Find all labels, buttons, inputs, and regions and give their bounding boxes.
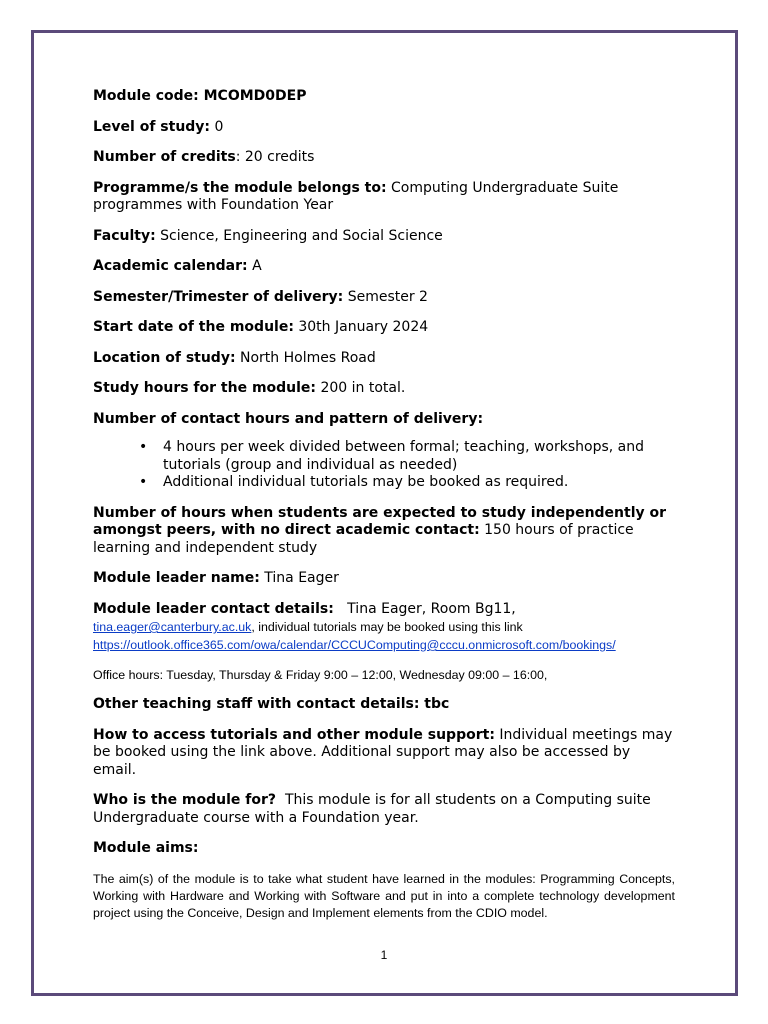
support-row	[93, 727, 675, 780]
aims-heading	[93, 840, 675, 858]
semester-row	[93, 289, 675, 307]
leader-name-row	[93, 570, 675, 588]
independent-label: Number of hours when students are expected to study independently or amongst peers, with no direct academic contact:	[93, 504, 667, 538]
contact-hours-label: Number of contact hours and pattern of delivery:	[93, 410, 484, 427]
study-hours-label: Study hours for the module:	[93, 380, 317, 396]
study-hours-value: 200 in total.	[316, 380, 406, 396]
location-row	[93, 350, 675, 368]
study-hours-row	[93, 380, 675, 398]
leader-name-value: Tina Eager	[259, 570, 339, 586]
start-date-value: 30th January 2024	[293, 319, 429, 335]
module-code-label: Module code:	[93, 88, 204, 104]
booking-link-row	[93, 637, 675, 653]
support-label: How to access tutorials and other module support:	[93, 726, 495, 743]
calendar-value: A	[247, 258, 262, 274]
contact-hours-list	[93, 439, 675, 492]
booking-link[interactable]: https://outlook.office365.com/owa/calendar/CCCUComputing@cccu.onmicrosoft.com/bookings/	[93, 638, 616, 652]
programme-label: Programme/s the module belongs to:	[93, 179, 387, 196]
module-code-row	[93, 88, 675, 106]
who-for-value: This module is for all students on a Computing suite Undergraduate course with a Foundation year.	[93, 792, 656, 826]
credits-row	[93, 149, 675, 167]
credits-label: Number of credits	[93, 149, 236, 165]
aims-label: Module aims:	[93, 840, 199, 856]
independent-value: 150 hours of practice learning and independent study	[93, 522, 634, 556]
list-item: • Additional individual tutorials may be booked as required.	[163, 474, 675, 492]
faculty-row	[93, 228, 675, 246]
location-value: North Holmes Road	[235, 349, 376, 366]
email-link[interactable]: tina.eager@canterbury.ac.uk	[93, 620, 252, 634]
independent-row	[93, 505, 675, 558]
leader-contact-label: Module leader contact details:	[93, 600, 334, 617]
list-item: • 4 hours per week divided between formal; teaching, workshops, and tutorials (group and individual as needed)	[163, 439, 675, 474]
contact-hours-heading	[93, 411, 675, 429]
leader-contact-row	[93, 601, 675, 619]
programme-value: Computing Undergraduate Suite programmes with Foundation Year	[93, 179, 619, 213]
leader-contact-value: Tina Eager, Room Bg11,	[333, 600, 516, 617]
page-number: 1	[380, 948, 388, 962]
leader-email-row	[93, 619, 675, 635]
other-staff-row	[93, 696, 675, 714]
start-date-row	[93, 319, 675, 337]
credits-value: : 20 credits	[235, 149, 315, 165]
leader-name-label: Module leader name:	[93, 570, 260, 586]
semester-label: Semester/Trimester of delivery:	[93, 288, 344, 305]
programme-row	[93, 180, 675, 215]
support-value: Individual meetings may be booked using the link above. Additional support may also be accessed by email.	[93, 726, 673, 778]
location-label: Location of study:	[93, 349, 236, 366]
other-staff-label: Other teaching staff with contact details: tbc	[93, 696, 450, 712]
semester-value: Semester 2	[343, 288, 428, 305]
level-value: 0	[210, 118, 224, 135]
calendar-label: Academic calendar:	[93, 258, 248, 274]
who-for-label: Who is the module for?	[93, 792, 277, 808]
document-body	[93, 88, 675, 922]
level-row	[93, 119, 675, 137]
who-for-row	[93, 792, 675, 827]
start-date-label: Start date of the module:	[93, 319, 294, 335]
aims-text: The aim(s) of the module is to take what student have learned in the modules: Programming Concepts, Working with Hardware and Working with Software and put in into a complete technology development project using the Conceive, Design and Implement elements from the CDIO model.	[93, 871, 675, 920]
email-suffix: , individual tutorials may be booked using this link	[251, 620, 523, 634]
level-label: Level of study:	[93, 118, 211, 135]
module-code-value: MCOMD0DEP	[203, 88, 307, 104]
office-hours: Office hours: Tuesday, Thursday & Friday 9:00 – 12:00, Wednesday 09:00 – 16:00,	[93, 668, 548, 682]
faculty-label: Faculty:	[93, 227, 156, 244]
calendar-row	[93, 258, 675, 276]
faculty-value: Science, Engineering and Social Science	[155, 227, 443, 244]
